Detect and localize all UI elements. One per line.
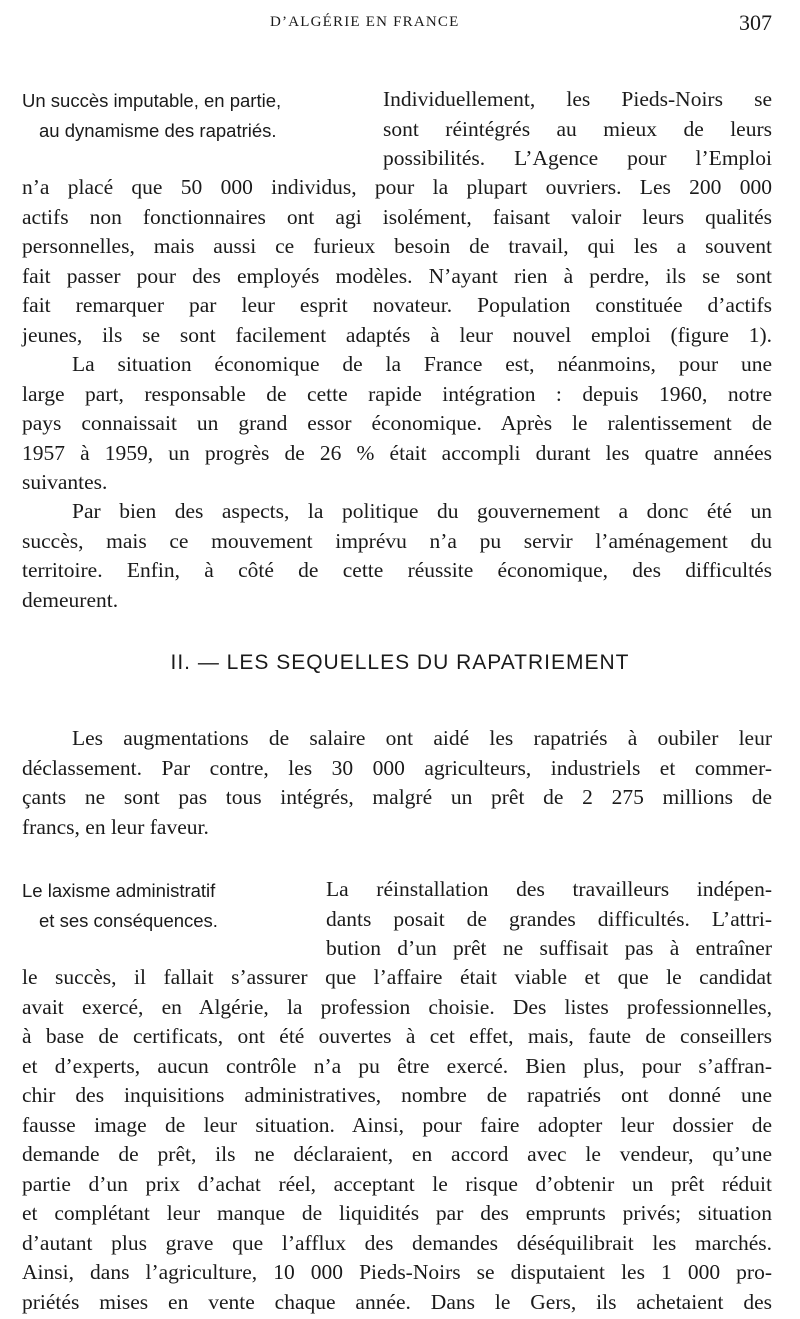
text-line: fait passer pour des employés modèles. N’ayant rien à perdre, ils se sont [22, 263, 772, 288]
margin-note-line: et ses conséquences. [39, 909, 218, 931]
text-line: possibilités. L’Agence pour l’Emploi [383, 146, 772, 170]
text-line: déclassement. Par contre, les 30 000 agriculteurs, industriels et commer- [22, 755, 772, 780]
text-line: fait remarquer par leur esprit novateur. Population constituée d’actifs [22, 293, 772, 317]
text-line: fausse image de leur situation. Ainsi, pour faire adopter leur dossier de [22, 1112, 772, 1137]
text-line: çants ne sont pas tous intégrés, malgré un prêt de 2 275 millions de [22, 785, 772, 809]
margin-note-success [22, 86, 281, 145]
section-heading: II. — LES SEQUELLES DU RAPATRIEMENT [170, 651, 630, 674]
margin-note-laxisme [22, 876, 218, 935]
text-line: 1957 à 1959, un progrès de 26 % était accompli durant les quatre années [22, 440, 772, 465]
text-line: actifs non fonctionnaires ont agi isolément, faisant valoir leurs qualités [22, 204, 772, 229]
paragraph-individuellement-body [22, 173, 772, 350]
text-line: sont réintégrés au mieux de leurs [383, 116, 772, 141]
running-title: D’ALGÉRIE EN FRANCE [270, 14, 460, 30]
text-line: chir des inquisitions administratives, nombre de rapatriés ont donné une [22, 1083, 772, 1107]
text-line: Individuellement, les Pieds-Noirs se [383, 87, 772, 111]
text-line: bution d’un prêt ne suffisait pas à entraîner [326, 936, 772, 960]
text-line: dants posait de grandes difficultés. L’attri- [326, 906, 772, 931]
margin-note-line: au dynamisme des rapatriés. [39, 119, 277, 141]
text-line: demande de prêt, ils ne déclaraient, en accord avec le vendeur, qu’une [22, 1142, 772, 1166]
text-line: et d’experts, aucun contrôle n’a pu être exercé. Bien plus, pour s’affran- [22, 1053, 772, 1078]
text-line: Les augmentations de salaire ont aidé les rapatriés à oubiler leur [72, 726, 772, 750]
text-line: francs, en leur faveur. [22, 814, 209, 839]
text-line: pays connaissait un grand essor économique. Après le ralentissement de [22, 411, 772, 435]
text-line: d’autant plus grave que l’afflux des demandes déséquilibrait les marchés. [22, 1230, 772, 1255]
text-line: le succès, il fallait s’assurer que l’affaire était viable et que le candidat [22, 965, 772, 989]
paragraph-politique [22, 497, 772, 615]
text-line: La réinstallation des travailleurs indépen- [326, 877, 772, 901]
paragraph-reinstallation-head [326, 875, 772, 964]
text-line: succès, mais ce mouvement imprévu n’a pu servir l’aménagement du [22, 528, 772, 553]
margin-note-line: Le laxisme administratif [22, 880, 216, 901]
text-line: personnelles, mais aussi ce furieux besoin de travail, qui les a souvent [22, 234, 772, 258]
text-line: partie d’un prix d’achat réel, acceptant le risque d’obtenir un prêt réduit [22, 1171, 772, 1196]
text-line: n’a placé que 50 000 individus, pour la plupart ouvriers. Les 200 000 [22, 175, 772, 199]
running-head [0, 12, 800, 42]
text-line: avait exercé, en Algérie, la profession choisie. Des listes professionnelles, [22, 994, 772, 1019]
page-number: 307 [739, 10, 772, 35]
paragraph-augmentations [22, 724, 772, 842]
text-line: territoire. Enfin, à côté de cette réussite économique, des difficultés [22, 558, 772, 582]
text-line: Ainsi, dans l’agriculture, 10 000 Pieds-Noirs se disputaient les 1 000 pro- [22, 1260, 772, 1284]
text-line: suivantes. [22, 470, 108, 494]
text-line: La situation économique de la France est, néanmoins, pour une [72, 352, 772, 376]
text-line: et complétant leur manque de liquidités par des emprunts privés; situation [22, 1201, 772, 1225]
text-line: demeurent. [22, 587, 119, 612]
text-line: large part, responsable de cette rapide intégration : depuis 1960, notre [22, 381, 772, 406]
text-line: jeunes, ils se sont facilement adaptés à leur nouvel emploi (figure 1). [22, 322, 772, 347]
text-line: Par bien des aspects, la politique du gouvernement a donc été un [72, 499, 772, 523]
paragraph-individuellement-head [383, 85, 772, 174]
paragraph-situation-economique [22, 350, 772, 498]
text-line: priétés mises en vente chaque année. Dans le Gers, ils achetaient des [22, 1289, 772, 1314]
paragraph-reinstallation-body [22, 963, 772, 1317]
text-line: à base de certificats, ont été ouvertes à cet effet, mais, faute de conseillers [22, 1024, 772, 1048]
margin-note-line: Un succès imputable, en partie, [22, 90, 282, 111]
